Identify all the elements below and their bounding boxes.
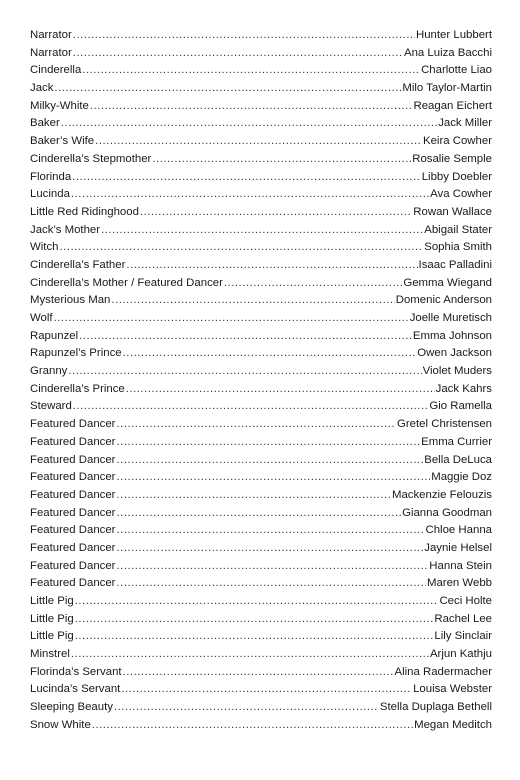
cast-row: [30, 542, 492, 560]
dot-leader: [61, 117, 437, 129]
actor-name: Ceci Holte: [439, 595, 492, 607]
cast-row: [30, 683, 492, 701]
dot-leader: [54, 82, 401, 94]
cast-row: [30, 29, 492, 47]
cast-row: [30, 613, 492, 631]
actor-name: Rosalie Semple: [412, 152, 492, 165]
role-name: Cinderella’s Stepmother: [30, 152, 152, 165]
role-name: Cinderella’s Mother / Featured Dancer: [30, 276, 223, 289]
role-name: Mysterious Man: [30, 294, 111, 307]
cast-row: [30, 365, 492, 383]
cast-row: [30, 418, 492, 436]
actor-name: Mackenzie Felouzis: [391, 488, 492, 501]
role-name: Lucinda’s Servant: [30, 683, 121, 696]
role-name: Featured Dancer: [30, 559, 116, 572]
role-name: Little Red Ridinghood: [30, 205, 139, 218]
actor-name: Chloe Hanna: [425, 524, 492, 537]
role-name: Snow White: [30, 718, 91, 731]
role-name: Featured Dancer: [30, 471, 116, 484]
dot-leader: [116, 542, 423, 554]
dot-leader: [75, 595, 439, 607]
dot-leader: [54, 312, 409, 324]
dot-leader: [92, 719, 413, 731]
dot-leader: [71, 188, 429, 200]
cast-row: [30, 82, 492, 100]
actor-name: Arjun Kathju: [429, 648, 492, 661]
cast-row: [30, 507, 492, 525]
cast-row: [30, 294, 492, 312]
role-name: Baker’s Wife: [30, 135, 95, 148]
role-name: Featured Dancer: [30, 418, 116, 431]
actor-name: Emma Johnson: [412, 329, 492, 342]
role-name: Featured Dancer: [30, 541, 116, 554]
dot-leader: [71, 648, 429, 660]
dot-leader: [82, 64, 420, 76]
dot-leader: [116, 471, 430, 483]
cast-row: [30, 259, 492, 277]
role-name: Featured Dancer: [30, 435, 116, 448]
actor-name: Violet Muders: [422, 365, 492, 378]
actor-name: Alina Radermacher: [394, 665, 492, 678]
dot-leader: [95, 135, 422, 147]
dot-leader: [68, 365, 421, 377]
role-name: Florinda’s Servant: [30, 665, 122, 678]
cast-row: [30, 666, 492, 684]
role-name: Florinda: [30, 170, 72, 183]
actor-name: Jack Miller: [438, 117, 492, 130]
cast-row: [30, 171, 492, 189]
dot-leader: [123, 347, 417, 359]
dot-leader: [116, 436, 420, 448]
cast-row: [30, 701, 492, 719]
dot-leader: [126, 259, 417, 271]
cast-row: [30, 577, 492, 595]
actor-name: Gretel Christensen: [397, 418, 492, 431]
cast-row: [30, 224, 492, 242]
actor-name: Maren Webb: [426, 577, 492, 590]
dot-leader: [111, 294, 394, 306]
role-name: Featured Dancer: [30, 524, 116, 537]
cast-row: [30, 630, 492, 648]
cast-row: [30, 47, 492, 65]
cast-row: [30, 400, 492, 418]
dot-leader: [116, 577, 426, 589]
actor-name: Rachel Lee: [434, 612, 492, 625]
actor-name: Megan Meditch: [414, 718, 492, 731]
actor-name: Reagan Eichert: [413, 99, 492, 112]
dot-leader: [73, 47, 403, 59]
cast-row: [30, 560, 492, 578]
actor-name: Domenic Anderson: [395, 294, 492, 307]
actor-name: Jaynie Helsel: [424, 541, 492, 554]
cast-row: [30, 454, 492, 472]
actor-name: Ana Luiza Bacchi: [403, 46, 492, 59]
dot-leader: [90, 100, 413, 112]
actor-name: Joelle Muretisch: [409, 312, 492, 324]
actor-name: Gemma Wiegand: [403, 276, 492, 289]
actor-name: Isaac Palladini: [418, 258, 492, 271]
role-name: Featured Dancer: [30, 453, 116, 466]
role-name: Rapunzel: [30, 329, 79, 342]
cast-row: [30, 277, 492, 295]
role-name: Cinderella’s Prince: [30, 382, 125, 395]
cast-list: [30, 29, 492, 737]
actor-name: Emma Currier: [421, 435, 492, 448]
role-name: Narrator: [30, 46, 72, 59]
cast-row: [30, 595, 492, 613]
role-name: Baker: [30, 117, 60, 130]
dot-leader: [126, 383, 435, 395]
actor-name: Milo Taylor-Martin: [402, 82, 492, 95]
dot-leader: [101, 224, 423, 236]
actor-name: Owen Jackson: [417, 347, 492, 360]
actor-name: Bella DeLuca: [424, 453, 492, 466]
dot-leader: [116, 489, 390, 501]
role-name: Little Pig: [30, 595, 74, 607]
actor-name: Sophia Smith: [424, 241, 492, 254]
dot-leader: [79, 330, 412, 342]
actor-name: Stella Duplaga Bethell: [379, 701, 492, 714]
role-name: Cinderella’s Father: [30, 258, 126, 271]
role-name: Little Pig: [30, 630, 74, 643]
dot-leader: [73, 29, 415, 41]
cast-row: [30, 436, 492, 454]
role-name: Milky-White: [30, 99, 89, 112]
role-name: Steward: [30, 400, 72, 413]
role-name: Featured Dancer: [30, 488, 116, 501]
role-name: Sleeping Beauty: [30, 701, 113, 714]
role-name: Witch: [30, 241, 59, 254]
cast-row: [30, 188, 492, 206]
dot-leader: [116, 524, 424, 536]
dot-leader: [116, 418, 396, 430]
role-name: Lucinda: [30, 188, 70, 201]
actor-name: Hunter Lubbert: [416, 29, 492, 41]
cast-row: [30, 648, 492, 666]
actor-name: Jack Kahrs: [435, 382, 492, 395]
dot-leader: [114, 701, 379, 713]
cast-row: [30, 135, 492, 153]
cast-row: [30, 117, 492, 135]
dot-leader: [140, 206, 412, 218]
cast-row: [30, 206, 492, 224]
actor-name: Louisa Webster: [413, 683, 492, 696]
cast-row: [30, 100, 492, 118]
role-name: Featured Dancer: [30, 506, 116, 519]
dot-leader: [59, 241, 423, 253]
role-name: Granny: [30, 365, 68, 378]
cast-row: [30, 347, 492, 365]
dot-leader: [73, 400, 429, 412]
role-name: Little Pig: [30, 612, 74, 625]
role-name: Wolf: [30, 312, 53, 324]
actor-name: Maggie Doz: [431, 471, 492, 484]
role-name: Featured Dancer: [30, 577, 116, 590]
dot-leader: [75, 630, 434, 642]
dot-leader: [116, 507, 401, 519]
dot-leader: [224, 277, 402, 289]
actor-name: Libby Doebler: [421, 170, 492, 183]
cast-row: [30, 383, 492, 401]
actor-name: Charlotte Liao: [421, 64, 492, 77]
actor-name: Gianna Goodman: [402, 506, 492, 519]
dot-leader: [121, 683, 412, 695]
role-name: Cinderella: [30, 64, 82, 77]
actor-name: Gio Ramella: [429, 400, 492, 413]
actor-name: Ava Cowher: [430, 188, 492, 201]
role-name: Jack: [30, 82, 54, 95]
cast-row: [30, 153, 492, 171]
cast-row: [30, 719, 492, 737]
role-name: Jack’s Mother: [30, 223, 101, 236]
dot-leader: [123, 666, 394, 678]
cast-row: [30, 312, 492, 330]
dot-leader: [72, 171, 421, 183]
actor-name: Abigail Stater: [424, 223, 492, 236]
cast-row: [30, 330, 492, 348]
role-name: Rapunzel’s Prince: [30, 347, 122, 360]
dot-leader: [116, 560, 428, 572]
dot-leader: [75, 613, 434, 625]
actor-name: Keira Cowher: [422, 135, 492, 148]
dot-leader: [152, 153, 411, 165]
actor-name: Lily Sinclair: [434, 630, 492, 643]
actor-name: Hanna Stein: [429, 559, 492, 572]
cast-row: [30, 471, 492, 489]
cast-row: [30, 489, 492, 507]
cast-row: [30, 64, 492, 82]
actor-name: Rowan Wallace: [413, 205, 492, 218]
role-name: Narrator: [30, 29, 72, 41]
dot-leader: [116, 454, 423, 466]
cast-row: [30, 241, 492, 259]
cast-row: [30, 524, 492, 542]
role-name: Minstrel: [30, 648, 70, 661]
